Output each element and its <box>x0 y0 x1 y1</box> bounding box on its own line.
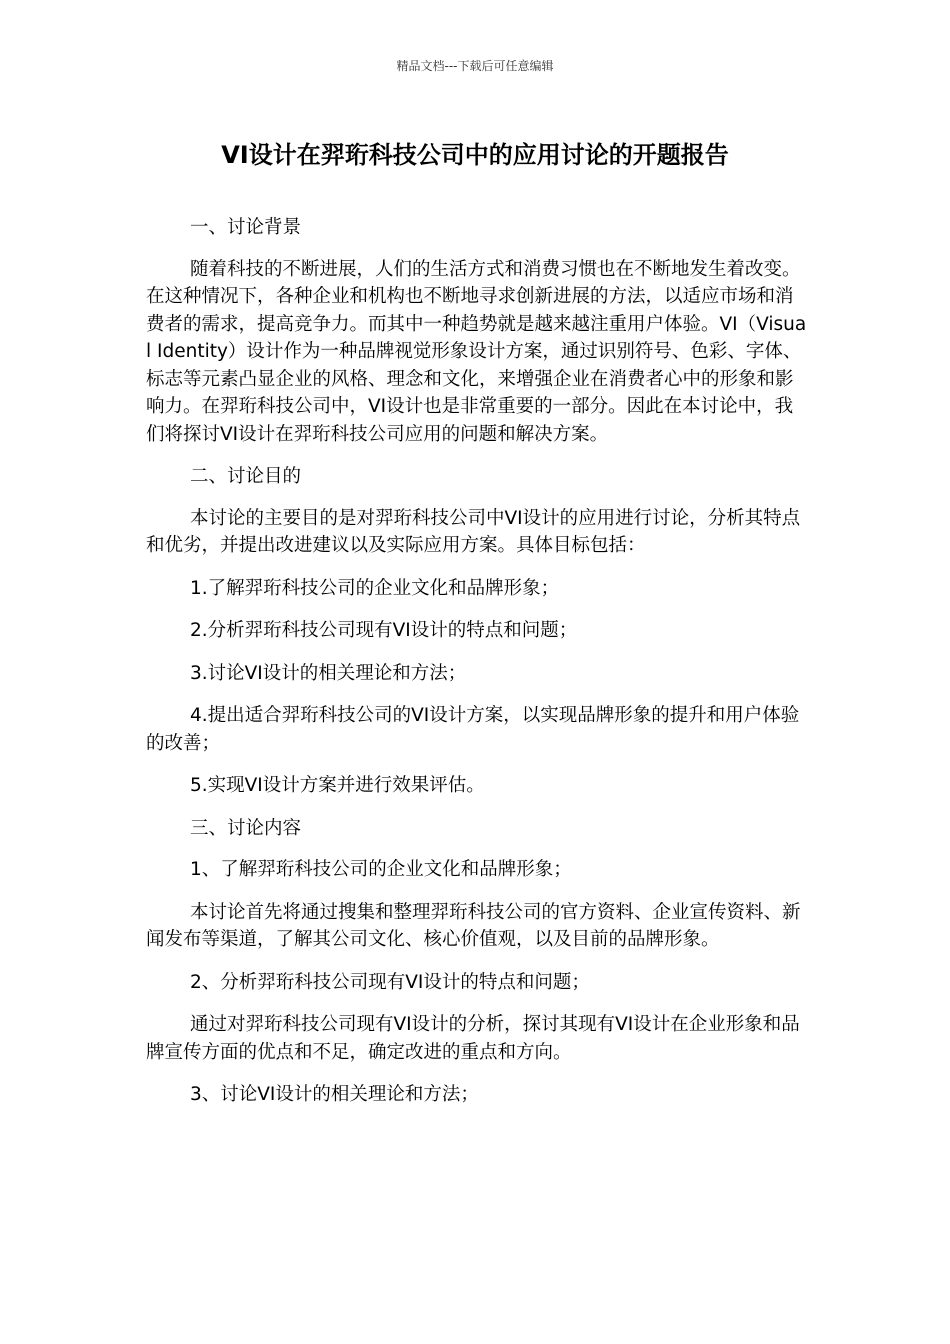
paragraph-background: 随着科技的不断进展，人们的生活方式和消费习惯也在不断地发生着改变。在这种情况下，各种企业和机构也不断地寻求创新进展的方法，以适应市场和消费者的需求，提高竞争力。而其中一种趋势就是越来越注重用户体验。VI（Visual Identity）设计作为一种品牌视觉形象设计方案，通过识别符号、色彩、字体、标志等元素凸显企业的风格、理念和文化，来增强企业在消费者心中的形象和影响力。在羿珩科技公司中，VI设计也是非常重要的一部分。因此在本讨论中，我们将探讨VI设计在羿珩科技公司应用的问题和解决方案。 <box>146 258 807 445</box>
document-body <box>146 214 808 1124</box>
section-heading-background: 一、讨论背景 <box>190 217 302 238</box>
document-title: VI设计在羿珩科技公司中的应用讨论的开题报告 <box>221 141 729 169</box>
content-item-1-heading: 1、了解羿珩科技公司的企业文化和品牌形象； <box>190 859 572 880</box>
section-heading-purpose: 二、讨论目的 <box>190 466 302 487</box>
list-item-goal-1: 1.了解羿珩科技公司的企业文化和品牌形象； <box>190 577 560 599</box>
header-note: 精品文档---下载后可任意编辑 <box>396 59 554 73</box>
paragraph-purpose: 本讨论的主要目的是对羿珩科技公司中VI设计的应用进行讨论，分析其特点和优劣，并提出改进建议以及实际应用方案。具体目标包括： <box>146 507 801 556</box>
content-item-1-text: 本讨论首先将通过搜集和整理羿珩科技公司的官方资料、企业宣传资料、新闻发布等渠道，了解其公司文化、核心价值观，以及目前的品牌形象。 <box>146 901 801 950</box>
list-item-goal-3: 3.讨论VI设计的相关理论和方法； <box>190 662 467 684</box>
list-item-goal-5: 5.实现VI设计方案并进行效果评估。 <box>190 775 485 796</box>
content-item-2-text: 通过对羿珩科技公司现有VI设计的分析，探讨其现有VI设计在企业形象和品牌宣传方面的优点和不足，确定改进的重点和方向。 <box>146 1014 800 1063</box>
list-item-goal-2: 2.分析羿珩科技公司现有VI设计的特点和问题； <box>190 620 578 641</box>
content-item-2-heading: 2、分析羿珩科技公司现有VI设计的特点和问题； <box>190 971 590 993</box>
content-item-3-heading: 3、讨论VI设计的相关理论和方法； <box>190 1084 479 1105</box>
list-item-goal-4: 4.提出适合羿珩科技公司的VI设计方案，以实现品牌形象的提升和用户体验的改善； <box>146 705 800 754</box>
section-heading-content: 三、讨论内容 <box>190 817 302 839</box>
